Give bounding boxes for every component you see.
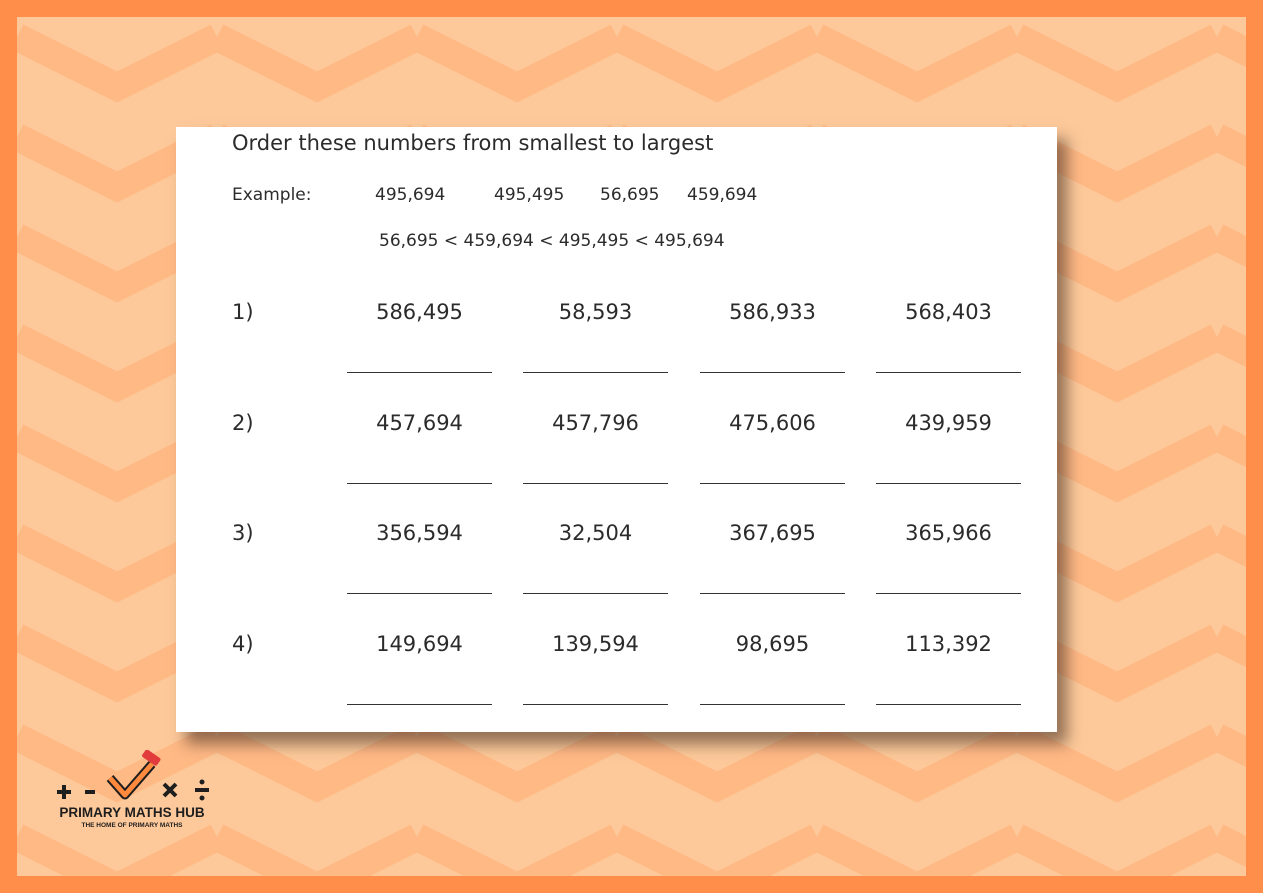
question-number: 586,495 — [376, 300, 463, 324]
question-number: 457,796 — [552, 411, 639, 435]
question-number: 475,606 — [729, 411, 816, 435]
question-number: 58,593 — [558, 300, 633, 324]
answer-blank[interactable] — [523, 593, 668, 594]
answer-blank[interactable] — [347, 593, 492, 594]
question-number: 439,959 — [905, 411, 992, 435]
question-number: 356,594 — [376, 521, 463, 545]
example-label: Example: — [232, 185, 312, 205]
answer-blank[interactable] — [876, 483, 1021, 484]
example-number: 459,694 — [687, 185, 758, 205]
answer-blank[interactable] — [347, 372, 492, 373]
question-number: 367,695 — [729, 521, 816, 545]
plus-icon — [57, 785, 71, 799]
answer-blank[interactable] — [523, 372, 668, 373]
question-number: 139,594 — [552, 632, 639, 656]
answer-blank[interactable] — [700, 704, 845, 705]
answer-blank[interactable] — [876, 593, 1021, 594]
example-number: 495,694 — [375, 185, 446, 205]
question-row — [176, 632, 1057, 732]
answer-blank[interactable] — [700, 483, 845, 484]
question-number: 149,694 — [376, 632, 463, 656]
question-label: 3) — [232, 521, 254, 545]
question-number: 365,966 — [905, 521, 992, 545]
minus-icon — [85, 790, 95, 794]
question-row — [176, 411, 1057, 511]
question-number: 113,392 — [905, 632, 992, 656]
question-label: 1) — [232, 300, 254, 324]
logo-subtitle: THE HOME OF PRIMARY MATHS — [81, 822, 183, 829]
answer-blank[interactable] — [347, 483, 492, 484]
answer-blank[interactable] — [523, 704, 668, 705]
worksheet-title: Order these numbers from smallest to largest — [232, 131, 714, 155]
answer-blank[interactable] — [700, 593, 845, 594]
example-number: 495,495 — [494, 185, 565, 205]
divide-icon — [195, 780, 209, 801]
answer-blank[interactable] — [700, 372, 845, 373]
times-icon — [164, 784, 176, 796]
answer-blank[interactable] — [876, 372, 1021, 373]
question-number: 586,933 — [729, 300, 816, 324]
logo-title: PRIMARY MATHS HUB — [59, 805, 205, 820]
example-number: 56,695 — [600, 185, 660, 205]
check-pencil-icon — [110, 750, 161, 795]
answer-blank[interactable] — [523, 483, 668, 484]
example-answer: 56,695 < 459,694 < 495,495 < 495,694 — [379, 231, 725, 251]
answer-blank[interactable] — [347, 704, 492, 705]
question-number: 98,695 — [735, 632, 810, 656]
question-label: 2) — [232, 411, 254, 435]
question-label: 4) — [232, 632, 254, 656]
question-number: 32,504 — [558, 521, 633, 545]
worksheet — [176, 127, 1057, 732]
question-number: 457,694 — [376, 411, 463, 435]
answer-blank[interactable] — [876, 704, 1021, 705]
question-row — [176, 521, 1057, 621]
question-row — [176, 300, 1057, 400]
question-number: 568,403 — [905, 300, 992, 324]
